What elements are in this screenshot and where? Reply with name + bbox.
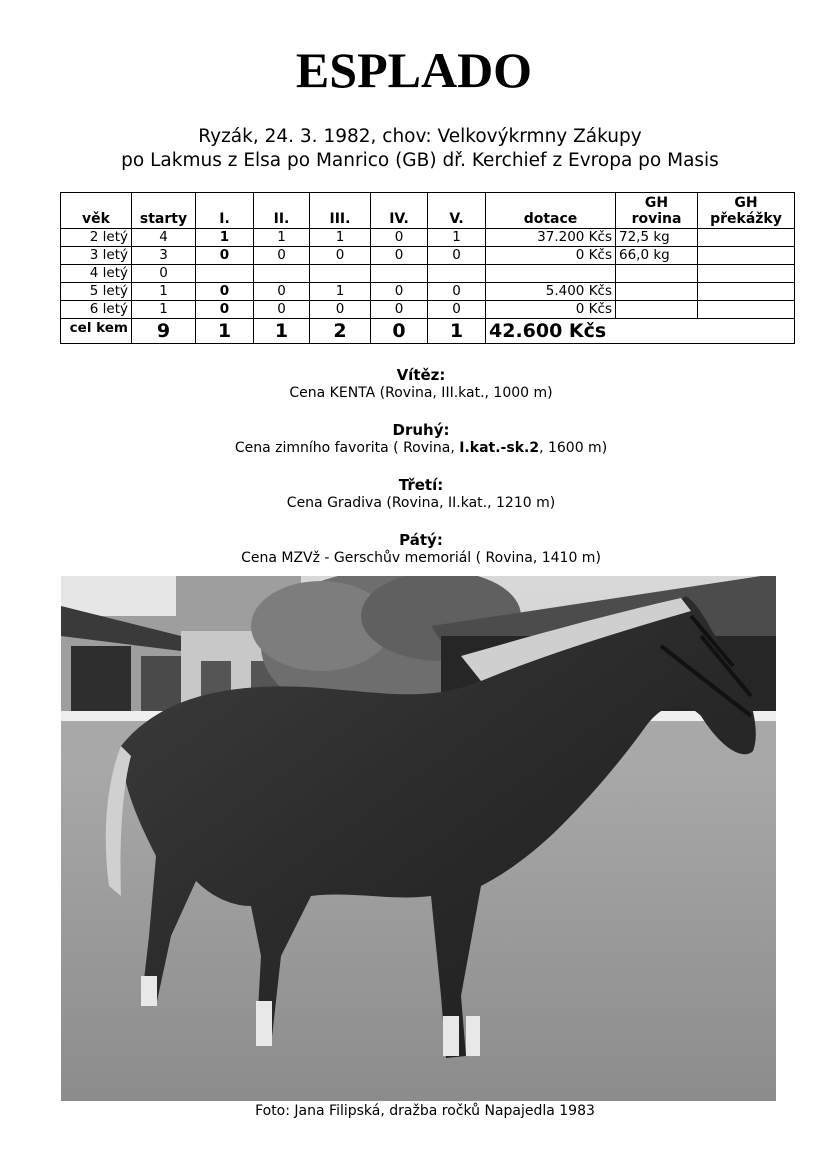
total-place-3: 2 [310,319,371,344]
header-starts: starty [132,193,196,229]
row-place-3: 0 [310,301,371,319]
result-heading: Druhý: [392,421,450,439]
result-race: Cena Gradiva (Rovina, II.kat., 1210 m) [286,495,556,511]
table-row [61,247,795,265]
total-place-2: 1 [254,319,310,344]
row-starts: 0 [132,265,196,283]
row-starts: 1 [132,283,196,301]
table-row [61,301,795,319]
horse-photo [61,576,776,1101]
row-place-3: 1 [310,229,371,247]
header-place-3: III. [310,193,371,229]
photo-caption: Foto: Jana Filipská, dražba ročků Napajedla 1983 [255,1103,595,1119]
row-place-5: 0 [428,247,486,265]
row-gh-flat [616,283,698,301]
page-title: ESPLADO [295,42,533,98]
total-place-5: 1 [428,319,486,344]
row-prize: 37.200 Kčs [486,229,616,247]
total-label: cel kem [61,319,132,344]
total-place-1: 1 [196,319,254,344]
row-place-5 [428,265,486,283]
row-place-5: 1 [428,229,486,247]
row-place-2 [254,265,310,283]
header-gh-jump: GH překážky [698,193,795,229]
result-block [0,531,828,567]
row-gh-jump [698,229,795,247]
row-place-4: 0 [371,229,428,247]
pedigree-line: po Lakmus z Elsa po Manrico (GB) dř. Kerchief z Evropa po Masis [121,150,719,171]
row-age: 4 letý [61,265,132,283]
header-place-2: II. [254,193,310,229]
row-prize [486,265,616,283]
row-prize: 0 Kčs [486,301,616,319]
row-starts: 3 [132,247,196,265]
result-block [0,476,828,512]
row-place-5: 0 [428,283,486,301]
table-row [61,229,795,247]
result-heading: Třetí: [398,476,444,494]
horse-description: Ryzák, 24. 3. 1982, chov: Velkovýkrmny Zákupy [198,126,642,147]
row-place-4: 0 [371,247,428,265]
row-gh-jump [698,247,795,265]
row-place-5: 0 [428,301,486,319]
row-gh-flat: 72,5 kg [616,229,698,247]
row-place-4: 0 [371,301,428,319]
row-starts: 1 [132,301,196,319]
row-gh-jump [698,301,795,319]
header-place-1: I. [196,193,254,229]
row-place-1 [196,265,254,283]
row-place-3: 0 [310,247,371,265]
row-gh-flat: 66,0 kg [616,247,698,265]
table-header-row [61,193,795,229]
row-place-2: 1 [254,229,310,247]
row-gh-flat [616,265,698,283]
result-heading: Vítěz: [396,366,446,384]
header-age: věk [61,193,132,229]
total-starts: 9 [132,319,196,344]
row-place-1: 0 [196,247,254,265]
table-row [61,283,795,301]
header-prize: dotace [486,193,616,229]
row-starts: 4 [132,229,196,247]
row-place-4 [371,265,428,283]
row-age: 3 letý [61,247,132,265]
row-place-3 [310,265,371,283]
race-statistics-table [60,192,795,344]
row-place-2: 0 [254,301,310,319]
total-prize: 42.600 Kčs [486,319,795,344]
row-place-1: 0 [196,283,254,301]
row-gh-jump [698,283,795,301]
result-race: Cena zimního favorita ( Rovina, I.kat.-sk.2, 1600 m) [234,440,608,456]
header-place-4: IV. [371,193,428,229]
result-race: Cena MZVž - Gerschův memoriál ( Rovina, 1410 m) [241,550,601,566]
table-total-row [61,319,795,344]
row-gh-jump [698,265,795,283]
header-gh-flat: GH rovina [616,193,698,229]
row-place-2: 0 [254,247,310,265]
result-block [0,421,828,457]
result-block [0,366,828,402]
row-age: 5 letý [61,283,132,301]
result-heading: Pátý: [399,531,443,549]
row-age: 2 letý [61,229,132,247]
row-place-4: 0 [371,283,428,301]
row-place-2: 0 [254,283,310,301]
row-age: 6 letý [61,301,132,319]
row-prize: 0 Kčs [486,247,616,265]
row-place-1: 1 [196,229,254,247]
row-place-3: 1 [310,283,371,301]
total-place-4: 0 [371,319,428,344]
header-place-5: V. [428,193,486,229]
result-race: Cena KENTA (Rovina, III.kat., 1000 m) [289,385,553,401]
row-prize: 5.400 Kčs [486,283,616,301]
row-gh-flat [616,301,698,319]
table-row [61,265,795,283]
row-place-1: 0 [196,301,254,319]
